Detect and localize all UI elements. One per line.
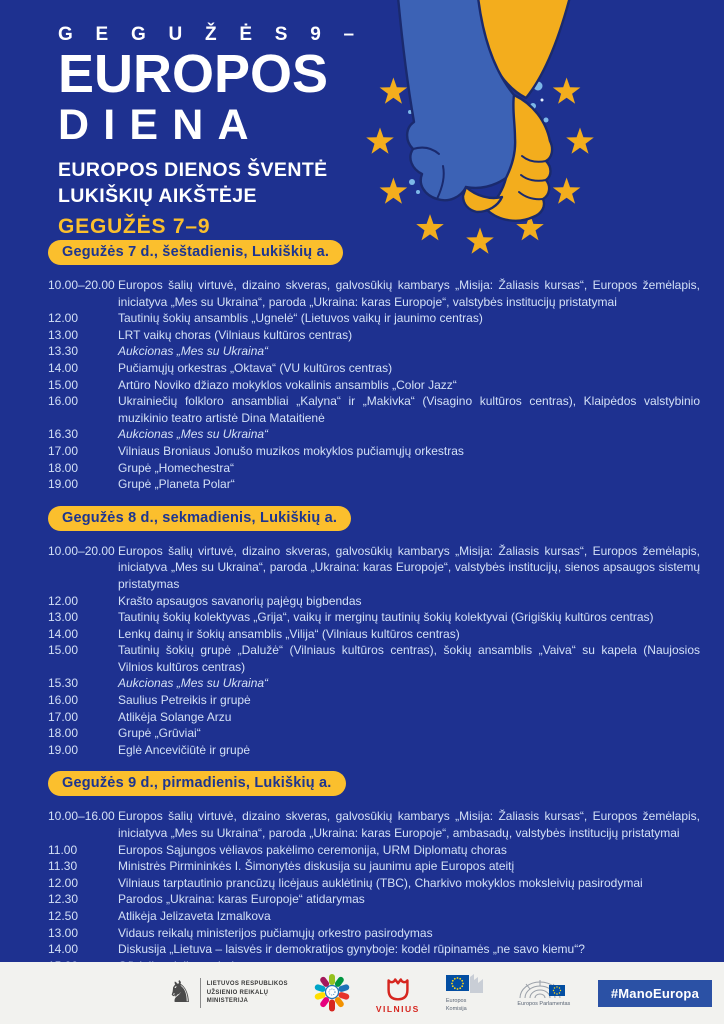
event-time: 19.00	[48, 742, 79, 757]
schedule-row	[48, 675, 702, 692]
day-header-pill	[48, 240, 343, 265]
schedule-row	[48, 310, 702, 327]
event-description: Europos šalių virtuvė, dizaino skveras, galvosūkių kambarys „Misija: Žaliasis kursas“, Europos žemėlapis, iniciatyva „Mes su Ukraina“, paroda „Ukraina: karas Europoje“, valstybės institucijų pristatymai	[118, 278, 700, 309]
event-time: 16.00	[48, 693, 79, 708]
poster-date-range: GEGUŽĖS 7–9	[58, 214, 211, 238]
section-rows	[48, 277, 702, 493]
event-description: Saulius Petreikis ir grupė	[118, 693, 251, 708]
event-description: Vidaus reikalų ministerijos pučiamųjų orkestro pasirodymas	[118, 925, 433, 940]
schedule-row	[48, 377, 702, 394]
schedule-row	[48, 808, 702, 841]
event-description: LRT vaikų choras (Vilniaus kultūros centras)	[118, 327, 353, 342]
schedule-row	[48, 460, 702, 477]
day-header-pill	[48, 506, 351, 531]
event-time: 12.00	[48, 311, 79, 326]
european-commission-icon	[446, 973, 490, 997]
schedule-row	[48, 426, 702, 443]
event-time: 15.00	[48, 377, 79, 392]
ministry-label-line2: UŽSIENIO REIKALŲ	[206, 989, 269, 996]
ministry-label-line3: MINISTERIJA	[206, 998, 249, 1005]
event-description: Diskusija „Lietuva – laisvės ir demokratijos gynyboje: kodėl rūpinamės „ne savo kiemu“?	[118, 942, 585, 957]
mano-europa-badge: #ManoEuropa	[598, 980, 712, 1007]
commission-caption-line1: Europos	[445, 998, 467, 1005]
event-description: Europos Sąjungos vėliavos pakėlimo ceremonija, URM Diplomatų choras	[118, 842, 507, 857]
event-time: 11.00	[48, 842, 78, 857]
event-time: 15.00	[48, 643, 79, 658]
event-description: Pučiamųjų orkestras „Oktava“ (VU kultūros centras)	[118, 360, 393, 375]
event-description: Europos šalių virtuvė, dizaino skveras, galvosūkių kambarys „Misija: Žaliasis kursas“, Europos žemėlapis, iniciatyva „Mes su Ukraina“, paroda „Ukraina: karas Europoje“, valstybės institucijų, sienos apsaugos sistemų pristatymas	[118, 543, 700, 591]
schedule-row	[48, 393, 702, 426]
event-time: 12.00	[48, 593, 79, 608]
europe-day-hands-logo-icon	[314, 973, 350, 1013]
day-section	[48, 506, 702, 759]
event-time: 14.00	[48, 626, 79, 641]
event-time: 14.00	[48, 360, 79, 375]
event-time: 10.00–16.00	[48, 809, 115, 824]
event-description: Ministrės Pirmininkės I. Šimonytės diskusija su jaunimu apie Europos ateitį	[118, 859, 515, 874]
vilnius-crown-icon	[382, 973, 414, 1003]
vilnius-logo	[376, 973, 420, 1014]
event-description: Parodos „Ukraina: karas Europoje“ atidarymas	[118, 892, 365, 907]
schedule-row	[48, 725, 702, 742]
event-time: 13.30	[48, 344, 79, 359]
schedule-row	[48, 925, 702, 942]
event-description: Ukrainiečių folkloro ansambliai „Kalyna“ ir „Makivka“ (Visagino kultūros centras), Klaipėdos valstybinio muzikinio teatro artistė Dina Mataitienė	[118, 394, 700, 425]
event-time: 12.00	[48, 875, 79, 890]
event-time: 18.00	[48, 460, 79, 475]
event-description: Aukcionas „Mes su Ukraina“	[118, 676, 269, 691]
day-header-pill	[48, 771, 346, 796]
poster-subtitle-line2: LUKIŠKIŲ AIKŠTĖJE	[58, 184, 257, 207]
commission-caption-line2: Komisija	[445, 1005, 467, 1012]
schedule-row	[48, 476, 702, 493]
schedule-row	[48, 941, 702, 958]
event-description: Vilniaus tarptautinio prancūzų licėjaus auklėtinių (TBC), Charkivo mokyklos moksleivių pasirodymai	[118, 875, 643, 890]
schedule-row	[48, 642, 702, 675]
event-description: Grupė „Grūviai“	[118, 726, 201, 741]
day-header-label: Gegužės 7 d., šeštadienis, Lukiškių a.	[62, 244, 330, 260]
event-time: 19.00	[48, 477, 79, 492]
event-time: 13.00	[48, 327, 79, 342]
day-header-label: Gegužės 8 d., sekmadienis, Lukiškių a.	[62, 509, 338, 526]
event-description: Grupė „Planeta Polar“	[118, 477, 235, 492]
footer-logo-strip	[0, 962, 724, 1024]
event-time: 12.50	[48, 909, 79, 923]
schedule-row	[48, 709, 702, 726]
european-commission-logo	[446, 973, 490, 1012]
schedule-row	[48, 593, 702, 610]
event-time: 11.30	[48, 859, 78, 874]
schedule-row	[48, 742, 702, 759]
event-description: Eglė Ancevičiūtė ir grupė	[118, 742, 251, 757]
event-time: 10.00–20.00	[48, 278, 115, 292]
european-parliament-icon	[516, 978, 572, 1000]
schedule-row	[48, 908, 702, 925]
day-section	[48, 240, 702, 493]
event-description: Artūro Noviko džiazo mokyklos vokalinis ansamblis „Color Jazz“	[118, 377, 457, 392]
schedule-row	[48, 875, 702, 892]
event-time: 10.00–20.00	[48, 543, 115, 558]
event-time: 16.30	[48, 427, 79, 442]
poster-title-line2: DIENA	[58, 101, 263, 150]
schedule-row	[48, 443, 702, 460]
poster-header	[58, 24, 363, 239]
event-description: Tautinių šokių kolektyvas „Grija“, vaikų ir merginų tautinių šokių kolektyvai (Grigiškių kultūros centras)	[118, 610, 654, 625]
event-time: 13.00	[48, 925, 79, 940]
schedule-row	[48, 858, 702, 875]
schedule-row	[48, 327, 702, 344]
day-section	[48, 771, 702, 974]
schedule	[48, 240, 702, 960]
event-description: Atlikėja Solange Arzu	[118, 709, 232, 724]
event-description: Tautinių šokių ansamblis „Ugnelė“ (Lietuvos vaikų ir jaunimo centras)	[118, 311, 483, 326]
event-description: Atlikėja Jelizaveta Izmalkova	[118, 909, 271, 923]
schedule-row	[48, 626, 702, 643]
schedule-row	[48, 692, 702, 709]
event-time: 13.00	[48, 610, 79, 625]
event-description: Tautinių šokių grupė „Dalužė“ (Vilniaus kultūros centras), šokių ansamblis „Vaiva“ su kapela (Naujosios Vilnios kultūros centras)	[118, 643, 700, 674]
event-time: 18.00	[48, 726, 79, 741]
holding-hands-illustration	[360, 0, 724, 260]
schedule-row	[48, 360, 702, 377]
event-description: Lenkų dainų ir šokių ansamblis „Vilija“ (Vilniaus kultūros centras)	[118, 626, 460, 641]
schedule-row	[48, 891, 702, 908]
section-rows	[48, 808, 702, 974]
parliament-caption: Europos Parlamentas	[517, 1000, 571, 1007]
clasped-hands-icon	[398, 0, 570, 221]
lithuania-coat-of-arms-icon: ♞	[166, 976, 194, 1009]
european-parliament-logo	[516, 978, 572, 1008]
schedule-row	[48, 277, 702, 310]
schedule-row	[48, 842, 702, 859]
schedule-row	[48, 609, 702, 626]
header-kicker: G E G U Ž Ė S 9 –	[58, 24, 363, 45]
ministry-label	[207, 980, 288, 1006]
event-time: 14.00	[48, 942, 79, 957]
event-description: Aukcionas „Mes su Ukraina“	[118, 344, 269, 359]
ministry-logo	[167, 978, 288, 1008]
divider	[200, 978, 201, 1008]
section-rows	[48, 543, 702, 759]
event-description: Europos šalių virtuvė, dizaino skveras, galvosūkių kambarys „Misija: Žaliasis kursas“, Europos žemėlapis, iniciatyva „Mes su Ukraina“, paroda „Ukraina: karas Europoje“, ambasadų, valstybės institucijų pristatymai	[118, 809, 700, 841]
event-description: Krašto apsaugos savanorių pajėgų bigbendas	[118, 593, 362, 608]
day-header-label: Gegužės 9 d., pirmadienis, Lukiškių a.	[62, 775, 332, 792]
schedule-row	[48, 543, 702, 593]
schedule-row	[48, 343, 702, 360]
poster-subtitle-line1: EUROPOS DIENOS ŠVENTĖ	[58, 159, 328, 182]
commission-caption	[446, 998, 467, 1012]
event-time: 17.00	[48, 443, 79, 458]
event-description: Vilniaus Broniaus Jonušo muzikos mokyklos pučiamųjų orkestras	[118, 443, 464, 458]
event-time: 16.00	[48, 394, 79, 409]
event-time: 12.30	[48, 892, 79, 907]
ministry-label-line1: LIETUVOS RESPUBLIKOS	[206, 980, 288, 987]
event-description: Grupė „Homechestra“	[118, 460, 235, 475]
poster-title-line1: EUROPOS	[58, 44, 329, 104]
vilnius-label: VILNIUS	[375, 1003, 420, 1014]
event-description: Aukcionas „Mes su Ukraina“	[118, 427, 269, 442]
event-time: 17.00	[48, 709, 79, 724]
event-time: 15.30	[48, 676, 79, 691]
